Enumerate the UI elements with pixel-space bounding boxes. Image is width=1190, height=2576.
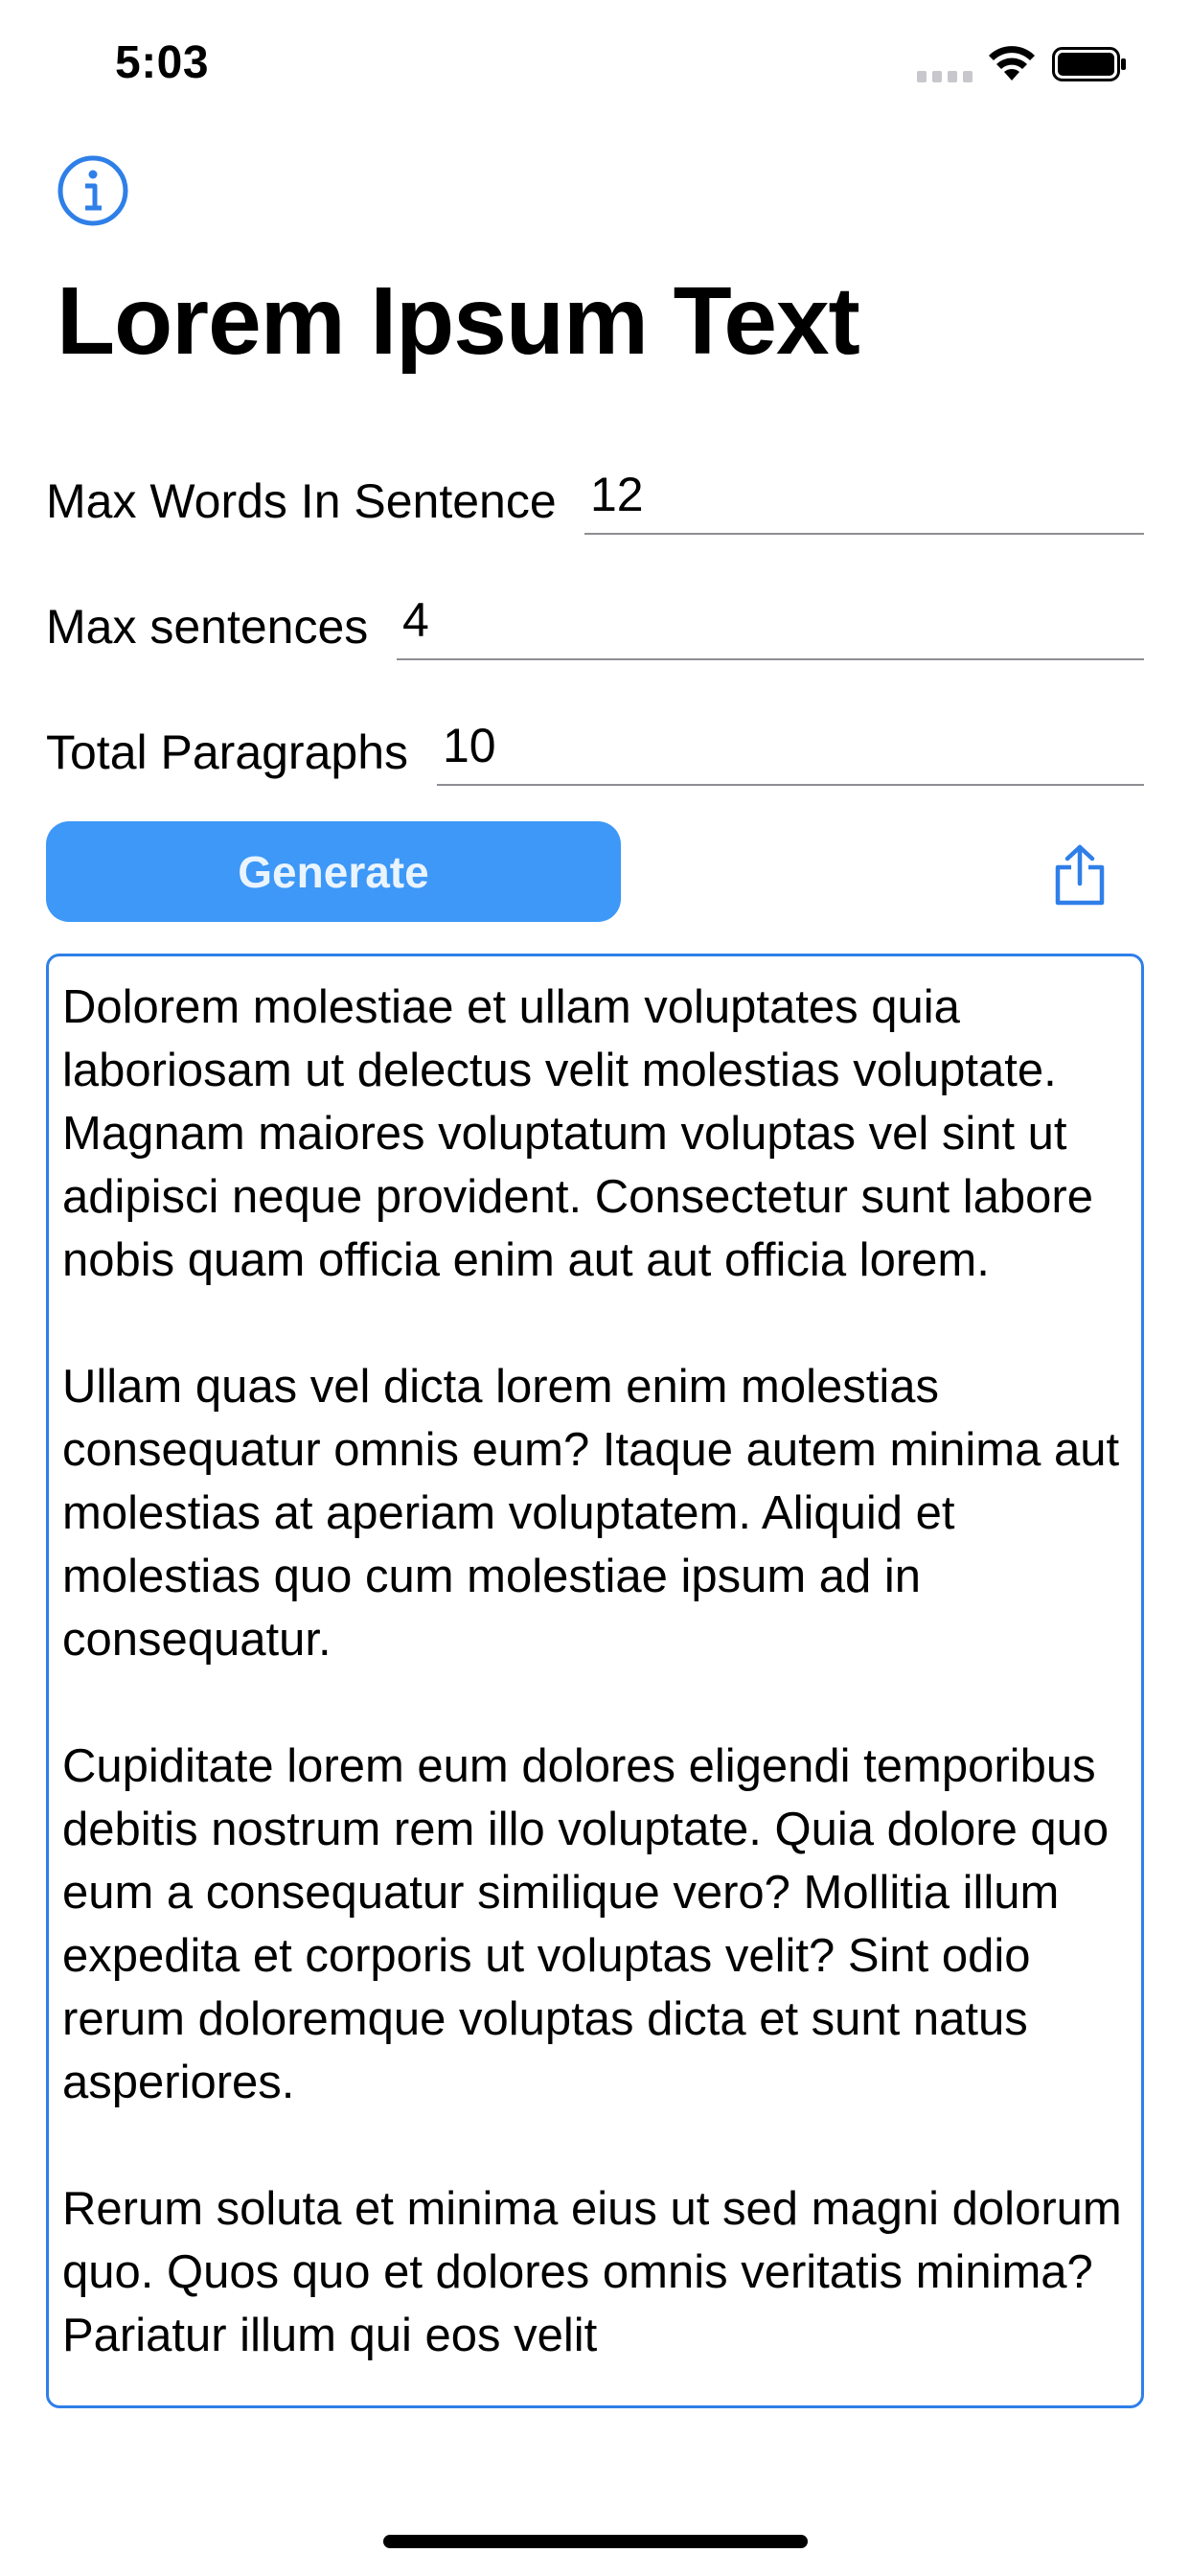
max-sentences-input[interactable]	[397, 582, 1144, 660]
page-title: Lorem Ipsum Text	[57, 267, 859, 375]
total-paragraphs-row	[46, 707, 1144, 794]
max-words-input[interactable]	[584, 456, 1144, 535]
max-sentences-row	[46, 582, 1144, 668]
total-paragraphs-label: Total Paragraphs	[46, 725, 409, 779]
total-paragraphs-input[interactable]	[437, 707, 1144, 786]
output-paragraph: Dolorem molestiae et ullam voluptates quia laboriosam ut delectus velit molestias voluptate. Magnam maiores voluptatum voluptas vel sint ut adipisci neque provident. Consectetur sunt labore nobis quam officia enim aut aut officia lorem.	[62, 981, 1093, 1286]
output-paragraph: Ullam quas vel dicta lorem enim molestias consequatur omnis eum? Itaque autem minima aut molestias at aperiam voluptatem. Aliquid et molestias quo cum molestiae ipsum ad in consequatur.	[62, 1361, 1120, 1666]
output-paragraph: Rerum soluta et minima eius ut sed magni dolorum quo. Quos quo et dolores omnis veritatis minima? Pariatur illum qui eos velit	[62, 2183, 1122, 2361]
output-paragraph: Cupiditate lorem eum dolores eligendi temporibus debitis nostrum rem illo voluptate. Quia dolore quo eum a consequatur similique vero? Mollitia illum expedita et corporis ut voluptas velit? Sint odio rerum doloremque voluptas dicta et sunt natus asperiores.	[62, 1740, 1110, 2108]
status-time: 5:03	[115, 37, 210, 88]
info-circle-icon[interactable]	[57, 154, 129, 227]
max-sentences-label: Max sentences	[46, 600, 369, 654]
lorem-text-output[interactable]	[46, 954, 1144, 2408]
max-words-row	[46, 456, 1144, 542]
status-bar	[0, 0, 1190, 126]
battery-icon	[1052, 47, 1127, 81]
max-words-label: Max Words In Sentence	[46, 474, 557, 528]
wifi-icon	[987, 44, 1037, 82]
share-icon[interactable]	[1050, 843, 1110, 907]
generate-button[interactable]: Generate	[46, 821, 621, 922]
home-indicator[interactable]	[383, 2535, 808, 2548]
cellular-signal-icon	[917, 71, 973, 82]
